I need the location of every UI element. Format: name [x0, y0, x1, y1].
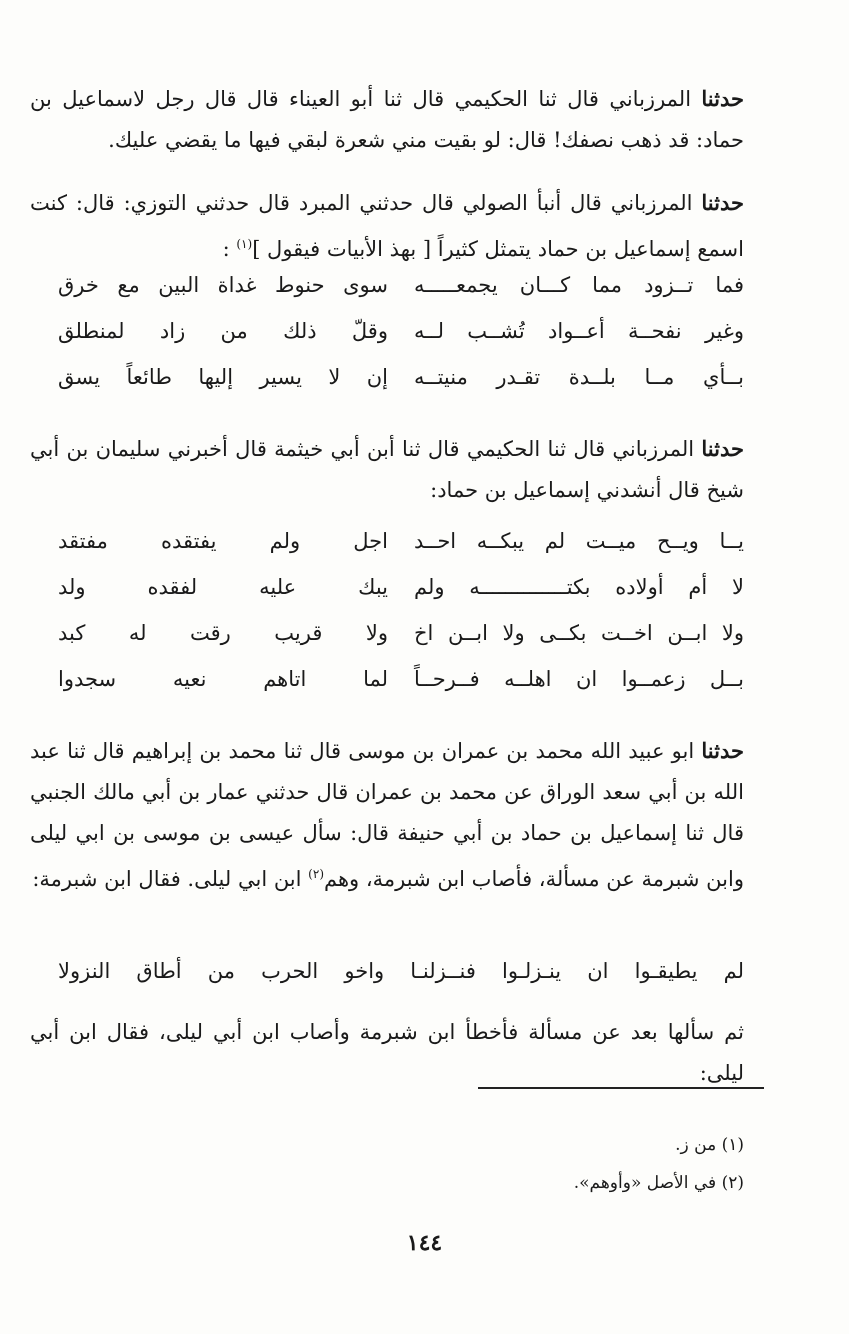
- verse-second-hemistich: ولا قريب رقت له كبد: [58, 621, 388, 645]
- verse-second-hemistich: وقلّ ذلك من زاد لمنطلق: [58, 319, 388, 343]
- verse-second-hemistich: يبك عليه لفقده ولد: [58, 575, 388, 599]
- footnote-2: (٢) في الأصل «وأوهم».: [573, 1173, 744, 1193]
- verse-first-hemistich: يــا ويــح ميــت لم يبكــه احــد: [414, 529, 744, 553]
- verse-first-hemistich: وغير نفحــة أعــواد تُشــب لــه: [414, 319, 744, 343]
- verse-first-hemistich: بــأي مــا بلــدة تقـدر منيتــه: [414, 365, 744, 389]
- paragraph-3: حدثنا المرزباني قال ثنا الحكيمي قال ثنا أبن أبي خيثمة قال أخبرني سليمان بن أبي شيخ قال أنشدني إسماعيل بن حماد:: [30, 436, 744, 502]
- verse-line: لم يطيقـوا ان ينـزلـوا فنــزلنـا واخو الحرب من أطاق النزولا: [58, 959, 744, 983]
- verse-line: [58, 610, 744, 656]
- page-number: ١٤٤: [406, 1230, 443, 1256]
- verse-first-hemistich: فما تــزود مما كـــان يجمعـــــه: [414, 273, 744, 297]
- verse-second-hemistich: اجل ولم يفتقده مفتقد: [58, 529, 388, 553]
- paragraph-1: حدثنا المرزباني قال ثنا الحكيمي قال ثنا أبو العيناء قال قال رجل لاسماعيل بن حماد: قد ذهب نصفك! قال: لو بقيت مني شعرة لبقي فيها ما يقضي عليك.: [30, 86, 744, 152]
- verse-first-hemistich: لا أم أولاده بكتــــــــــــــه ولم: [414, 575, 744, 599]
- footnote-divider: [478, 1087, 764, 1089]
- paragraph-4: حدثنا ابو عبيد الله محمد بن عمران بن موسى قال ثنا محمد بن إبراهيم قال ثنا عبد الله بن أبي سعد الوراق عن محمد بن عمران قال حدثني عمار بن أبي مالك الجنبي قال ثنا إسماعيل بن حماد بن أبي حنيفة قال: سأل عيسى بن موسى بن ابي ليلى وابن شبرمة عن مسألة، فأصاب ابن شبرمة، وهم$^{(٢)}$ ابن ابي ليلى. فقال ابن شبرمة:: [30, 738, 744, 891]
- lead-word: حدثنا: [701, 86, 744, 111]
- paragraph-2: حدثنا المرزباني قال أنبأ الصولي قال حدثني المبرد قال حدثني التوزي: قال: كنت اسمع إسماعيل بن حماد يتمثل كثيراً [ بهذ الأبيات فيقول ]$^{(١)}$ :: [30, 190, 744, 261]
- verse-second-hemistich: لما اتاهم نعيه سجدوا: [58, 667, 388, 691]
- verse-line: [58, 308, 744, 354]
- verse-line: [58, 656, 744, 702]
- verse-line: [58, 518, 744, 564]
- footnote-ref-2: (٢): [308, 867, 324, 881]
- verse-second-hemistich: سوى حنوط غداة البين مع خرق: [58, 273, 388, 297]
- verse-line: [58, 354, 744, 400]
- lead-word: حدثنا: [701, 738, 744, 763]
- verse-line: [58, 564, 744, 610]
- verse-line: [58, 262, 744, 308]
- footnote-1: (١) من ز.: [675, 1135, 744, 1155]
- verse-first-hemistich: ولا ابــن اخــت بكــى ولا ابــن اخ: [414, 621, 744, 645]
- lead-word: حدثنا: [701, 190, 744, 215]
- verse-second-hemistich: إن لا يسير إليها طائعاً يسق: [58, 365, 388, 389]
- verse-first-hemistich: بــل زعمــوا ان اهلــه فــرحــاً: [414, 667, 744, 691]
- footnote-ref-1: (١): [236, 237, 253, 251]
- lead-word: حدثنا: [701, 436, 744, 461]
- paragraph-5: ثم سألها بعد عن مسألة فأخطأ ابن شبرمة وأصاب ابن أبي ليلى، فقال ابن أبي ليلى:: [30, 1020, 744, 1085]
